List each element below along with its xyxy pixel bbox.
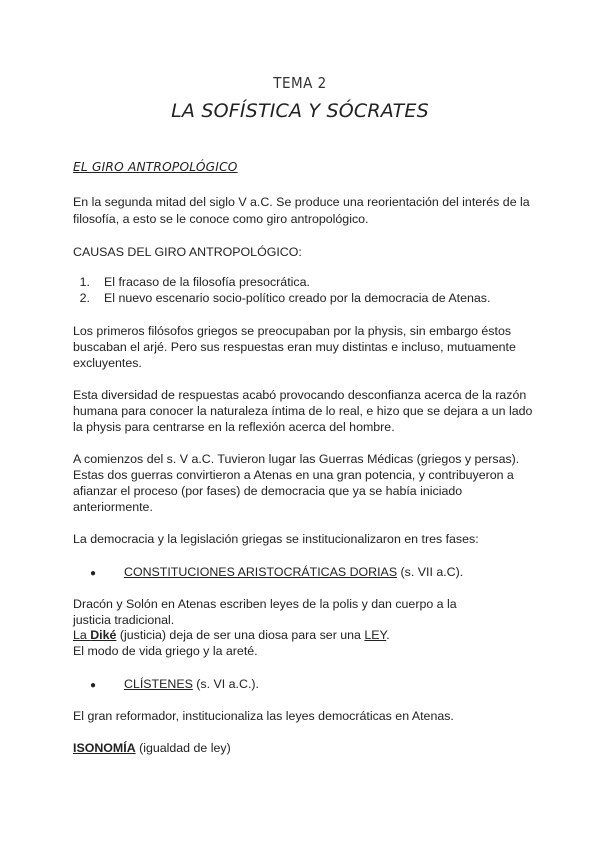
paragraph-line: El gran reformador, institucionaliza las leyes democráticas en Atenas. bbox=[73, 709, 454, 723]
bullet-icon: ● bbox=[90, 680, 97, 691]
paragraph-line: La democracia y la legislación griegas se institucionalizaron en tres fases: bbox=[73, 532, 479, 546]
list-number: 1. bbox=[79, 275, 90, 289]
bullet-icon: ● bbox=[90, 568, 97, 579]
paragraph-line: Esta diversidad de respuestas acabó provocando desconfianza acerca de la razón bbox=[73, 388, 527, 402]
ley-term: LEY bbox=[364, 628, 387, 642]
isonomia-line bbox=[73, 740, 231, 756]
paragraph-line: humana para conocer la naturaleza íntima de lo real, e hizo que se dejara a un lado bbox=[73, 404, 533, 418]
paragraph-line: excluyentes. bbox=[73, 356, 142, 370]
bullet-link-text: CLÍSTENES bbox=[124, 677, 193, 691]
paragraph-line: Dracón y Solón en Atenas escriben leyes de la polis y dan cuerpo a la bbox=[73, 597, 457, 611]
page-title: LA SOFÍSTICA Y SÓCRATES bbox=[171, 100, 429, 122]
paragraph-line: filosofía, a esto se le conoce como giro antropológico. bbox=[73, 212, 369, 226]
isonomia-rest: (igualdad de ley) bbox=[135, 741, 231, 755]
paragraph-line bbox=[73, 627, 390, 643]
dike-term: Diké bbox=[90, 628, 117, 642]
isonomia-term: ISONOMÍA bbox=[73, 741, 136, 755]
paragraph-line: El modo de vida griego y la areté. bbox=[73, 644, 258, 658]
bullet-rest-text: (s. VII a.C). bbox=[397, 565, 464, 579]
tema-label: TEMA 2 bbox=[273, 74, 327, 92]
bullet-link-text: CONSTITUCIONES ARISTOCRÁTICAS DORIAS bbox=[124, 565, 398, 579]
paragraph-line: la physis para centrarse en la reflexión acerca del hombre. bbox=[73, 420, 395, 434]
paragraph-line: buscaban el arjé. Pero sus respuestas eran muy distintas e incluso, mutuamente bbox=[73, 340, 516, 354]
list-item-text: El fracaso de la filosofía presocrática. bbox=[104, 275, 310, 289]
causes-heading: CAUSAS DEL GIRO ANTROPOLÓGICO: bbox=[73, 245, 302, 259]
paragraph-line: anteriormente. bbox=[73, 500, 153, 514]
dike-end: . bbox=[386, 628, 390, 642]
paragraph-line: En la segunda mitad del siglo V a.C. Se produce una reorientación del interés de la bbox=[73, 195, 530, 209]
paragraph-line: Los primeros filósofos griegos se preocupaban por la physis, sin embargo éstos bbox=[73, 324, 512, 338]
bullet-item bbox=[76, 564, 463, 582]
list-item-text: El nuevo escenario socio-político creado por la democracia de Atenas. bbox=[104, 291, 491, 305]
paragraph-line: afianzar el proceso (por fases) de democracia que ya se había iniciado bbox=[73, 484, 463, 498]
dike-text: (justicia) deja de ser una diosa para ser una bbox=[116, 628, 365, 642]
paragraph-line: justicia tradicional. bbox=[73, 613, 175, 627]
section-title: EL GIRO ANTROPOLÓGICO bbox=[73, 160, 238, 174]
paragraph-line: A comienzos del s. V a.C. Tuvieron lugar las Guerras Médicas (griegos y persas). bbox=[73, 452, 520, 466]
bullet-rest-text: (s. VI a.C.). bbox=[192, 677, 259, 691]
list-number: 2. bbox=[79, 291, 90, 305]
dike-prefix: La bbox=[73, 628, 91, 642]
bullet-item bbox=[76, 676, 259, 694]
list-item bbox=[68, 290, 490, 306]
paragraph-line: Estas dos guerras convirtieron a Atenas en una gran potencia, y contribuyeron a bbox=[73, 468, 514, 482]
list-item bbox=[68, 274, 310, 290]
